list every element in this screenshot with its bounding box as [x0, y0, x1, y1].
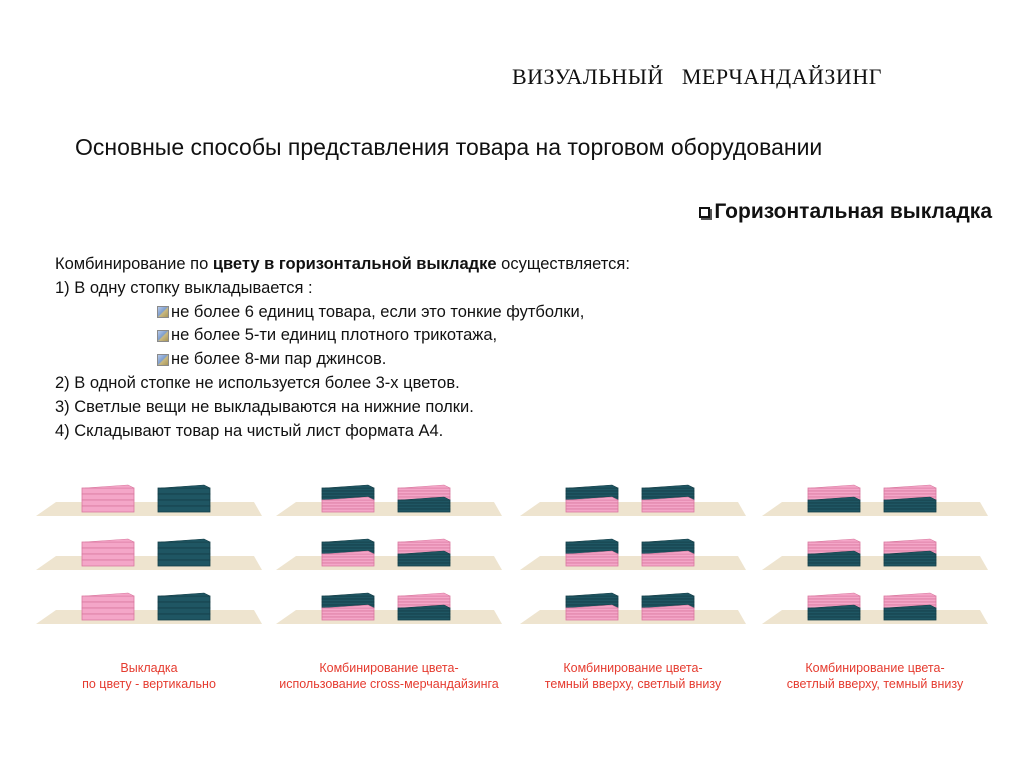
page-subtitle: Основные способы представления товара на торговом оборудовании	[75, 134, 823, 160]
shelf-board	[762, 556, 988, 570]
rule-1-item	[55, 301, 630, 325]
panel-caption-line: Комбинирование цвета-	[319, 661, 459, 675]
panel-caption-line: Выкладка	[120, 661, 178, 675]
section-heading	[699, 200, 992, 224]
intro-prefix: Комбинирование по	[55, 255, 213, 273]
dark-folded-layer	[158, 485, 210, 512]
intro-line	[55, 253, 630, 277]
panel-caption	[36, 660, 262, 692]
dark-folded-layer	[158, 539, 210, 566]
pink-folded-layer	[82, 539, 134, 566]
shelf-board	[276, 502, 502, 516]
bullet-icon	[157, 330, 169, 342]
bullet-icon	[157, 306, 169, 318]
panel-caption-line: использование cross-мерчандайзинга	[279, 677, 499, 691]
shelf-board	[762, 610, 988, 624]
rule-1-item	[55, 324, 630, 348]
shelf-board	[520, 556, 746, 570]
rule-1: 1) В одну стопку выкладывается :	[55, 278, 313, 297]
shelf-board	[276, 556, 502, 570]
panel-caption-line: темный вверху, светлый внизу	[544, 677, 722, 691]
panel-caption	[520, 660, 746, 692]
shelf-board	[762, 502, 988, 516]
page-title: ВИЗУАЛЬНЫЙ МЕРЧАНДАЙЗИНГ	[512, 64, 882, 89]
pink-folded-layer	[82, 485, 134, 512]
intro-bold: цвету в горизонтальной выкладке	[212, 255, 497, 273]
intro-suffix: осуществляется:	[496, 255, 630, 273]
shelf-board	[36, 556, 262, 570]
shelf-illustrations	[36, 478, 996, 708]
shelf-board	[36, 610, 262, 624]
shelf-board	[520, 502, 746, 516]
shelf-drawing	[276, 478, 502, 658]
panel-caption-line: по цвету - вертикально	[82, 677, 216, 691]
pink-folded-layer	[82, 593, 134, 620]
rule-1-item-text: не более 8-ми пар джинсов.	[171, 350, 387, 369]
checkbox-bullet-icon	[699, 207, 710, 218]
shelf-board	[276, 610, 502, 624]
rule-4: 4) Складывают товар на чистый лист формата А4.	[55, 421, 444, 440]
panel-caption	[276, 660, 502, 692]
panel-caption	[762, 660, 988, 692]
rules-text	[55, 253, 630, 443]
dark-folded-layer	[158, 593, 210, 620]
shelf-panel-dark-top	[520, 478, 746, 708]
shelf-panel-light-top	[762, 478, 988, 708]
section-heading-text: Горизонтальная выкладка	[714, 200, 992, 223]
shelf-panel-cross	[276, 478, 502, 708]
rule-3: 3) Светлые вещи не выкладываются на нижние полки.	[55, 397, 474, 416]
shelf-drawing	[36, 478, 262, 658]
rule-1-item-text: не более 5-ти единиц плотного трикотажа,	[171, 326, 498, 345]
shelf-board	[36, 502, 262, 516]
panel-caption-line: светлый вверху, темный внизу	[786, 677, 964, 691]
shelf-panel-vertical	[36, 478, 262, 708]
shelf-drawing	[520, 478, 746, 658]
rule-2: 2) В одной стопке не используется более 3-х цветов.	[55, 373, 460, 392]
rule-1-item-text: не более 6 единиц товара, если это тонкие футболки,	[171, 302, 585, 321]
panel-caption-line: Комбинирование цвета-	[563, 661, 703, 675]
shelf-drawing	[762, 478, 988, 658]
bullet-icon	[157, 354, 169, 366]
rule-1-item	[55, 348, 630, 372]
shelf-board	[520, 610, 746, 624]
panel-caption-line: Комбинирование цвета-	[805, 661, 945, 675]
